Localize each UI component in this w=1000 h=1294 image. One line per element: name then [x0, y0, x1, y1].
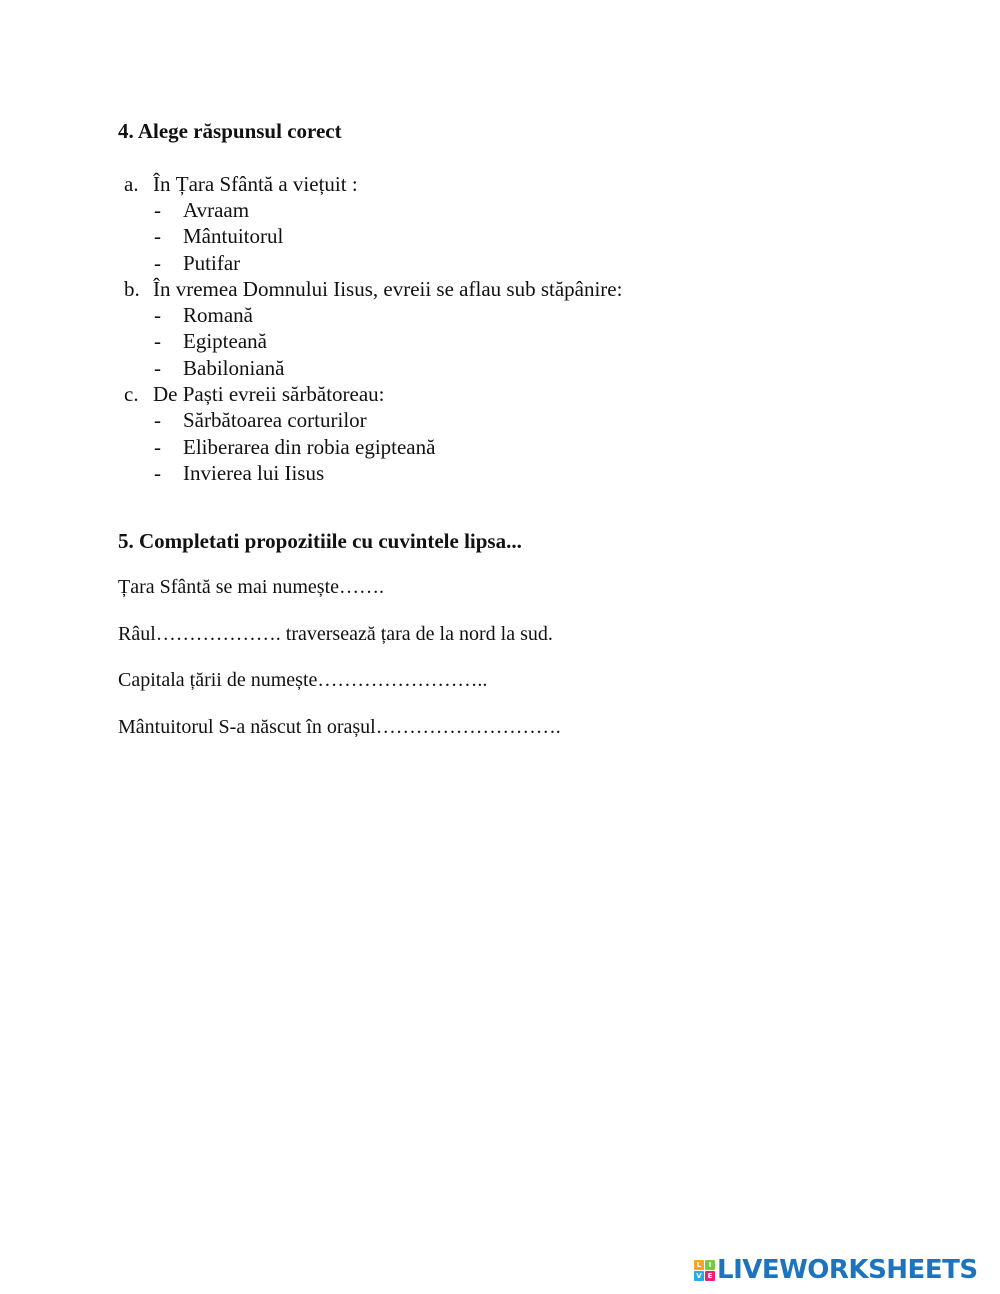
section-5-title: 5. Completati propozitiile cu cuvintele lipsa... [118, 529, 522, 553]
question-letter: c. [124, 382, 139, 406]
logo-mark-icon [694, 1260, 715, 1281]
fill-sentence: Râul………………. traversează țara de la nord la sud. [118, 623, 553, 645]
option-text: Egipteană [183, 329, 267, 353]
question-text: În vremea Domnului Iisus, evreii se aflau sub stăpânire: [153, 277, 623, 301]
question-letter: b. [124, 277, 140, 301]
liveworksheets-logo [694, 1256, 978, 1284]
option-dash: - [154, 251, 161, 275]
option-dash: - [154, 198, 161, 222]
option-text: Invierea lui Iisus [183, 461, 325, 485]
option-text: Babiloniană [183, 356, 285, 380]
logo-text: LIVEWORKSHEETS [717, 1255, 978, 1285]
question-text: De Paști evreii sărbătoreau: [153, 382, 385, 406]
fill-sentence: Țara Sfântă se mai numește……. [118, 576, 385, 598]
option-dash: - [154, 303, 161, 327]
fill-sentence: Capitala țării de numește…………………….. [118, 669, 488, 691]
logo-mark-letter: I [705, 1260, 715, 1270]
option-dash: - [154, 224, 161, 248]
section-4-title: 4. Alege răspunsul corect [118, 119, 342, 143]
option-dash: - [154, 356, 161, 380]
question-text: În Țara Sfântă a viețuit : [153, 172, 358, 196]
option-dash: - [154, 329, 161, 353]
option-dash: - [154, 435, 161, 459]
option-text: Sărbătoarea corturilor [183, 408, 367, 432]
option-dash: - [154, 408, 161, 432]
logo-mark-letter: L [694, 1260, 704, 1270]
option-text: Romană [183, 303, 253, 327]
logo-mark-letter: E [705, 1271, 715, 1281]
option-text: Avraam [183, 198, 250, 222]
fill-sentence: Mântuitorul S-a născut în orașul………………………. [118, 716, 561, 738]
question-letter: a. [124, 172, 139, 196]
logo-mark-letter: V [694, 1271, 704, 1281]
option-text: Mântuitorul [183, 224, 284, 248]
option-text: Eliberarea din robia egipteană [183, 435, 436, 459]
option-text: Putifar [183, 251, 241, 275]
option-dash: - [154, 461, 161, 485]
